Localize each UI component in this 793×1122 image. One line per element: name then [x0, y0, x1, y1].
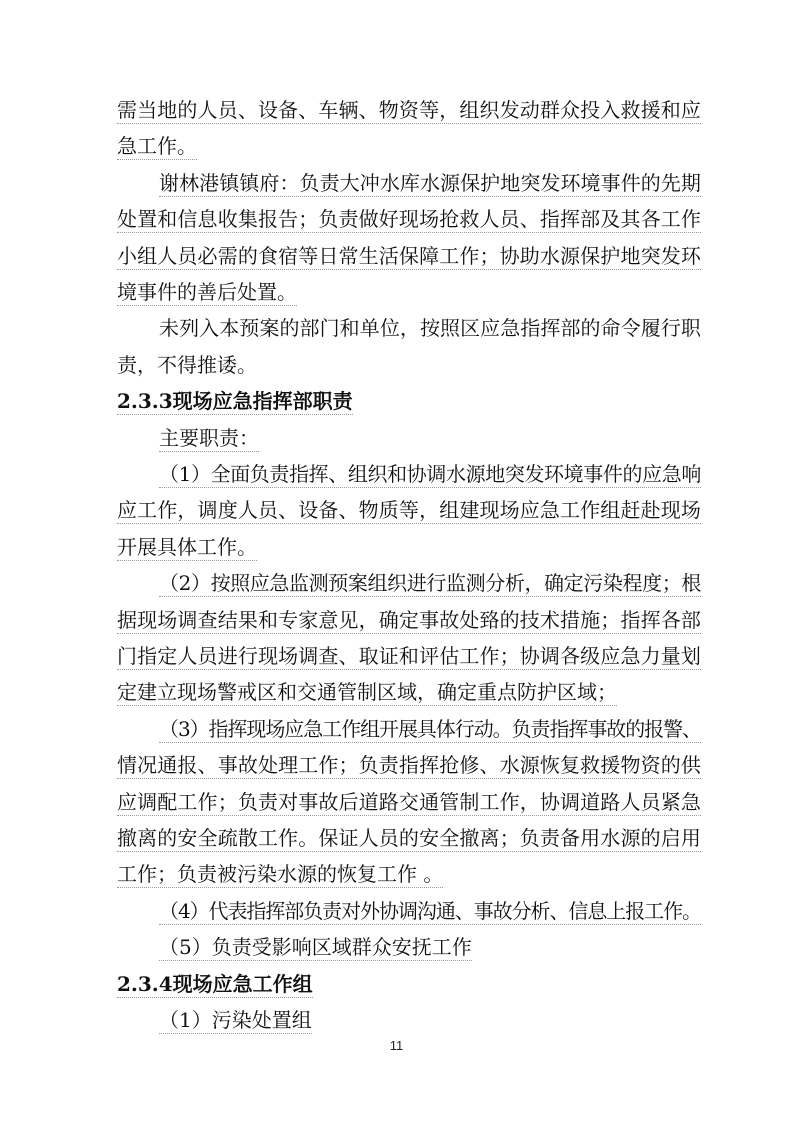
text-line: [117, 131, 701, 161]
text-line: [117, 750, 701, 780]
text-line: [117, 168, 701, 198]
line-text: （1）污染处置组: [159, 1008, 312, 1032]
text-line: [117, 1005, 701, 1035]
heading-text: 2.3.4现场应急工作组: [117, 971, 313, 996]
line-text: 应调配工作；负责对事故后道路交通管制工作，协调道路人员紧急: [117, 789, 701, 814]
text-line: [117, 605, 701, 635]
line-text: 谢林港镇镇府：负责大冲水库水源保护地突发环境事件的先期: [159, 170, 701, 195]
line-text: 情况通报、事故处理工作；负责指挥抢修、水源恢复救援物资的供: [117, 753, 701, 778]
text-line: [117, 641, 701, 671]
text-line: [117, 787, 701, 817]
text-line: [117, 459, 701, 489]
text-line: [117, 204, 701, 234]
line-text: 据现场调查结果和专家意见，确定事故处臵的技术措施；指挥各部: [117, 607, 701, 632]
section-heading: [117, 969, 701, 999]
line-text: 定建立现场警戒区和交通管制区域，确定重点防护区域；: [117, 680, 617, 705]
line-text: 开展具体工作。: [117, 534, 257, 559]
line-text: 门指定人员进行现场调查、取证和评估工作；协调各级应急力量划: [117, 644, 701, 668]
text-line: [117, 932, 701, 962]
text-line: [117, 95, 701, 125]
line-text: 处置和信息收集报告；负责做好现场抢救人员、指挥部及其各工作: [117, 207, 701, 232]
text-line: [117, 677, 701, 707]
line-text: （3）指挥现场应急工作组开展具体行动。负责指挥事故的报警、: [159, 716, 701, 741]
line-text: 需当地的人员、设备、车辆、物资等，组织发动群众投入救援和应: [117, 98, 701, 122]
line-text: 工作；负责被污染水源的恢复工作 。: [117, 862, 444, 887]
line-text: 撤离的安全疏散工作。保证人员的安全撤离；负责备用水源的启用: [117, 826, 701, 850]
text-line: [117, 423, 701, 453]
text-line: [117, 277, 701, 307]
text-line: [117, 896, 701, 926]
text-line: [117, 859, 701, 889]
line-text: 急工作。: [117, 134, 197, 159]
line-text: （2）按照应急监测预案组织进行监测分析，确定污染程度；根: [159, 571, 701, 596]
line-text: 应工作，调度人员、设备、物质等，组建现场应急工作组赶赴现场: [117, 498, 701, 523]
text-line: [117, 495, 701, 525]
section-heading: [117, 386, 701, 416]
line-text: 小组人员必需的食宿等日常生活保障工作；协助水源保护地突发环: [117, 243, 701, 268]
line-text: 主要职责：: [159, 425, 259, 450]
text-line: [117, 532, 701, 562]
line-text: （1）全面负责指挥、组织和协调水源地突发环境事件的应急响: [159, 462, 701, 486]
line-text: （4）代表指挥部负责对外协调沟通、事故分析、信息上报工作。: [159, 898, 701, 923]
line-text: 未列入本预案的部门和单位，按照区应急指挥部的命令履行职: [159, 316, 701, 341]
line-text: （5）负责受影响区域群众安抚工作: [159, 935, 472, 960]
text-line: [117, 350, 701, 380]
line-text: 境事件的善后处置。: [117, 280, 297, 304]
text-line: [117, 568, 701, 598]
text-line: [117, 241, 701, 271]
text-line: [117, 823, 701, 853]
heading-text: 2.3.3现场应急指挥部职责: [117, 389, 353, 414]
text-line: [117, 714, 701, 744]
text-line: [117, 313, 701, 343]
line-text: 责，不得推诿。: [117, 352, 257, 377]
page-number: 11: [389, 1038, 404, 1053]
